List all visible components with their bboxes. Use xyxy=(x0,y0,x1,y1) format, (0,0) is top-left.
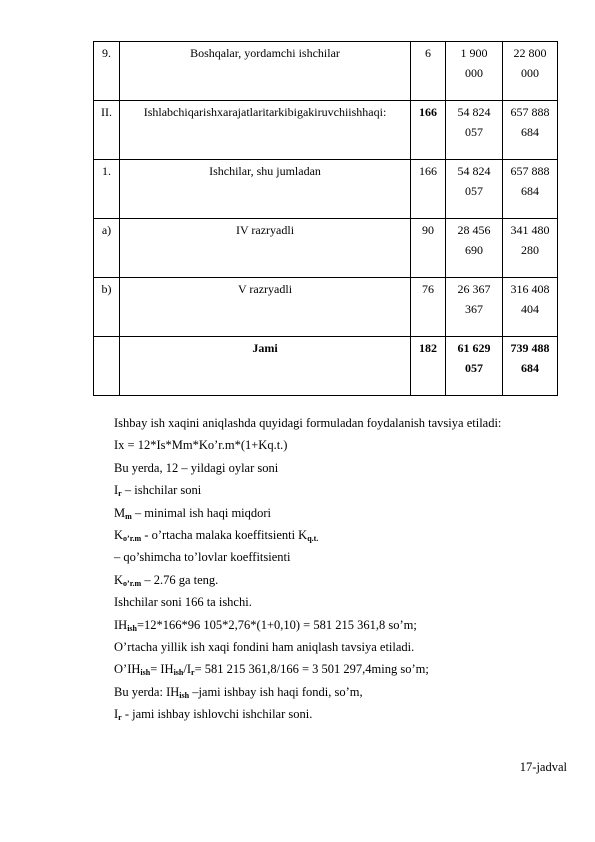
row-number-cell: 1. xyxy=(94,160,120,219)
row-number-cell: b) xyxy=(94,278,120,337)
row-value-cell: 54 824 057 xyxy=(446,160,503,219)
text-line: $K_{o’r.m} - 2.76$ ga teng. xyxy=(114,572,219,588)
text-line: Bu yerda, 12 – yildagi oylar soni xyxy=(114,460,279,475)
row-number-cell: 9. xyxy=(94,42,120,101)
table-row xyxy=(94,278,558,337)
row-total-cell: 657 888 684 xyxy=(503,160,558,219)
row-total-cell: 22 800 000 xyxy=(503,42,558,101)
text-line: $M_m$ – minimal ish haqi miqdori xyxy=(114,505,272,521)
row-count-cell: 166 xyxy=(411,101,446,160)
row-name-cell: Jami xyxy=(120,337,411,396)
row-total-cell: 316 408 404 xyxy=(503,278,558,337)
row-total-cell: 739 488 684 xyxy=(503,337,558,396)
table-row xyxy=(94,101,558,160)
row-number-cell: II. xyxy=(94,101,120,160)
row-name-cell: Boshqalar, yordamchi ishchilar xyxy=(120,42,411,101)
table-row xyxy=(94,160,558,219)
table-row xyxy=(94,219,558,278)
row-value-cell: 1 900 000 xyxy=(446,42,503,101)
text-line: O’rtacha yillik ish xaqi fondini ham aniqlash tavsiya etiladi. xyxy=(114,639,415,654)
row-count-cell: 6 xyxy=(411,42,446,101)
text-line: Ishchilar soni 166 ta ishchi. xyxy=(114,595,252,610)
formula-line: $IH_{ish}=12*166*96$ 105*2,76*(1+0,10) = 581 215 361,8 so’m; xyxy=(114,617,417,633)
row-count-cell: 90 xyxy=(411,219,446,278)
row-count-cell: 182 xyxy=(411,337,446,396)
wage-table xyxy=(93,41,558,396)
row-count-cell: 76 xyxy=(411,278,446,337)
text-line: – qo’shimcha to’lovlar koeffitsienti xyxy=(114,550,291,565)
row-name-cell: Ishchilar, shu jumladan xyxy=(120,160,411,219)
row-value-cell: 28 456 690 xyxy=(446,219,503,278)
row-number-cell xyxy=(94,337,120,396)
text-line: $K_{o’r.m}$ - o’rtacha malaka koeffitsienti $K_{q.t.}$ xyxy=(114,527,319,543)
text-line: $I_r$ – ishchilar soni xyxy=(114,483,202,499)
row-name-cell: Ishlabchiqarishxarajatlaritarkibigakiruvchiishhaqi: xyxy=(120,101,411,160)
row-name-cell: V razryadli xyxy=(120,278,411,337)
row-total-cell: 341 480 280 xyxy=(503,219,558,278)
table-caption: 17-jadval xyxy=(519,760,567,774)
table-row xyxy=(94,42,558,101)
row-value-cell: 54 824 057 xyxy=(446,101,503,160)
formula-line: $O’IH_{ish}= IH_{ish}/I_r= 581$ 215 361,8/166 = 3 501 297,4ming so’m; xyxy=(114,662,429,678)
text-line: Bu yerda: $IH_{ish}$ –jami ishbay ish haqi fondi, so’m, xyxy=(114,684,363,700)
row-value-cell: 26 367 367 xyxy=(446,278,503,337)
formula-line: Ix = 12*Is*Mm*Ko’r.m*(1+Kq.t.) xyxy=(114,438,288,453)
text-line: Ishbay ish xaqini aniqlashda quyidagi formuladan foydalanish tavsiya etiladi: xyxy=(114,416,502,430)
row-value-cell: 61 629 057 xyxy=(446,337,503,396)
text-line: $I_r$ - jami ishbay ishlovchi ishchilar soni. xyxy=(114,707,313,723)
row-name-cell: IV razryadli xyxy=(120,219,411,278)
body-text xyxy=(114,412,501,725)
row-count-cell: 166 xyxy=(411,160,446,219)
row-total-cell: 657 888 684 xyxy=(503,101,558,160)
table-row xyxy=(94,337,558,396)
row-number-cell: a) xyxy=(94,219,120,278)
